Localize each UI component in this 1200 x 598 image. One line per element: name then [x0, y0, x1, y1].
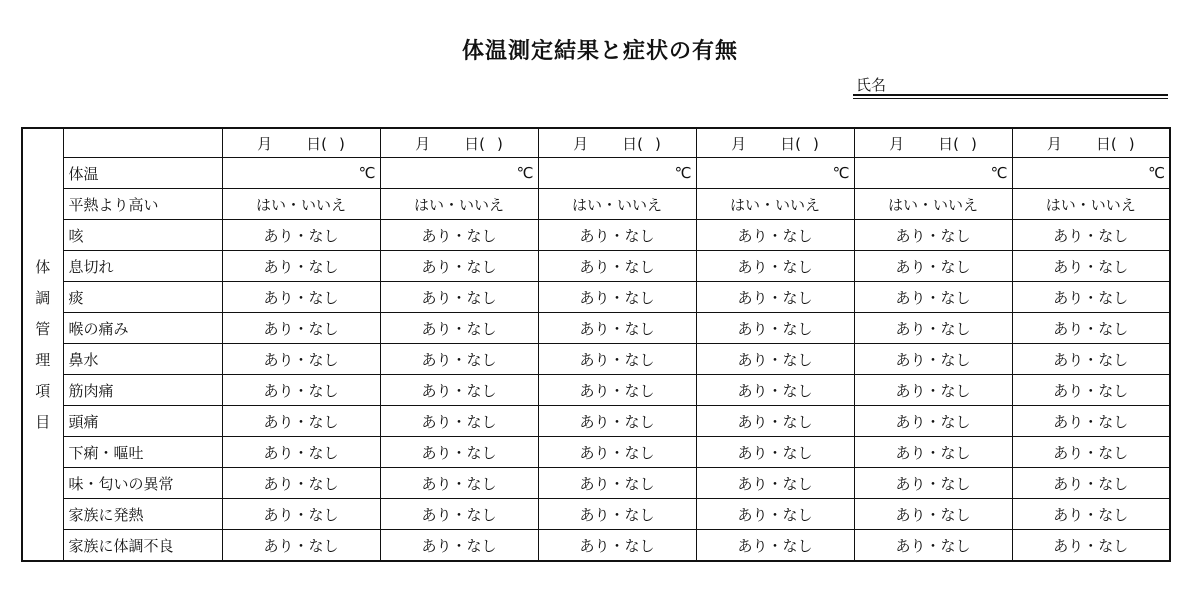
choice-cell[interactable]: あり・なし — [854, 530, 1012, 562]
choice-cell[interactable]: あり・なし — [380, 530, 538, 562]
side-category-char: 目 — [35, 412, 51, 431]
choice-cell[interactable]: あり・なし — [696, 468, 854, 499]
weekday-close-paren: ) — [497, 134, 503, 153]
date-header-cell[interactable] — [696, 128, 854, 158]
choice-cell[interactable]: あり・なし — [538, 499, 696, 530]
choice-cell[interactable]: あり・なし — [1012, 251, 1170, 282]
choice-cell[interactable]: あり・なし — [854, 344, 1012, 375]
side-category-char: 体 — [35, 257, 51, 276]
choice-cell[interactable]: あり・なし — [380, 313, 538, 344]
table-row — [22, 375, 1170, 406]
choice-cell[interactable]: あり・なし — [1012, 530, 1170, 562]
weekday-open-paren: ( — [1110, 134, 1117, 153]
side-category-char: 理 — [35, 350, 51, 369]
choice-cell[interactable]: あり・なし — [696, 344, 854, 375]
day-label: 日 — [306, 134, 322, 153]
choice-cell[interactable]: あり・なし — [1012, 468, 1170, 499]
choice-cell[interactable]: あり・なし — [380, 499, 538, 530]
choice-cell[interactable]: あり・なし — [854, 468, 1012, 499]
choice-cell[interactable]: あり・なし — [538, 375, 696, 406]
choice-cell[interactable]: あり・なし — [380, 251, 538, 282]
choice-cell[interactable]: あり・なし — [854, 251, 1012, 282]
side-category-label — [22, 128, 63, 561]
table-row — [22, 220, 1170, 251]
day-label: 日 — [622, 134, 638, 153]
temperature-entry-cell[interactable]: ℃ — [538, 158, 696, 189]
choice-cell[interactable]: あり・なし — [222, 437, 380, 468]
weekday-close-paren: ) — [655, 134, 661, 153]
table-row — [22, 313, 1170, 344]
row-label: 体温 — [63, 158, 222, 189]
temperature-entry-cell[interactable]: ℃ — [1012, 158, 1170, 189]
temperature-entry-cell[interactable]: ℃ — [854, 158, 1012, 189]
table-row — [22, 282, 1170, 313]
date-header-row — [22, 128, 1170, 158]
choice-cell[interactable]: あり・なし — [222, 375, 380, 406]
table-row — [22, 251, 1170, 282]
choice-cell[interactable]: あり・なし — [854, 406, 1012, 437]
choice-cell[interactable]: あり・なし — [538, 220, 696, 251]
table-row — [22, 530, 1170, 562]
day-label: 日 — [464, 134, 480, 153]
weekday-open-paren: ( — [637, 134, 644, 153]
row-label: 喉の痛み — [63, 313, 222, 344]
side-category-char: 調 — [35, 288, 51, 307]
month-label: 月 — [415, 134, 431, 153]
choice-cell[interactable]: あり・なし — [854, 313, 1012, 344]
row-label: 鼻水 — [63, 344, 222, 375]
choice-cell[interactable]: あり・なし — [538, 530, 696, 562]
choice-cell[interactable]: あり・なし — [1012, 499, 1170, 530]
choice-cell[interactable]: あり・なし — [854, 375, 1012, 406]
health-check-table — [21, 127, 1171, 562]
weekday-open-paren: ( — [321, 134, 328, 153]
choice-cell[interactable]: あり・なし — [538, 344, 696, 375]
choice-cell[interactable]: あり・なし — [380, 344, 538, 375]
choice-cell[interactable]: あり・なし — [1012, 282, 1170, 313]
choice-cell[interactable]: あり・なし — [538, 468, 696, 499]
weekday-close-paren: ) — [1128, 134, 1135, 153]
name-underline[interactable] — [853, 94, 1168, 96]
choice-cell[interactable]: あり・なし — [854, 437, 1012, 468]
choice-cell[interactable]: あり・なし — [222, 344, 380, 375]
temperature-entry-cell[interactable]: ℃ — [380, 158, 538, 189]
choice-cell[interactable]: あり・なし — [222, 220, 380, 251]
choice-cell[interactable]: はい・いいえ — [538, 189, 696, 220]
choice-cell[interactable]: あり・なし — [1012, 313, 1170, 344]
month-label: 月 — [889, 134, 905, 153]
choice-cell[interactable]: あり・なし — [696, 437, 854, 468]
date-header-cell[interactable] — [1012, 128, 1170, 158]
choice-cell[interactable]: あり・なし — [696, 251, 854, 282]
table-row — [22, 344, 1170, 375]
row-label: 下痢・嘔吐 — [63, 437, 222, 468]
name-label: 氏名 — [856, 76, 887, 94]
choice-cell[interactable]: あり・なし — [1012, 344, 1170, 375]
choice-cell[interactable]: あり・なし — [696, 220, 854, 251]
table-row — [22, 189, 1170, 220]
table-row — [22, 158, 1170, 189]
choice-cell[interactable]: あり・なし — [222, 313, 380, 344]
row-label: 家族に体調不良 — [63, 530, 222, 562]
choice-cell[interactable]: あり・なし — [222, 530, 380, 562]
choice-cell[interactable]: あり・なし — [696, 282, 854, 313]
choice-cell[interactable]: あり・なし — [538, 313, 696, 344]
temperature-entry-cell[interactable]: ℃ — [222, 158, 380, 189]
choice-cell[interactable]: あり・なし — [538, 251, 696, 282]
weekday-open-paren: ( — [479, 134, 486, 153]
choice-cell[interactable]: あり・なし — [380, 282, 538, 313]
date-header-cell[interactable] — [538, 128, 696, 158]
choice-cell[interactable]: あり・なし — [854, 220, 1012, 251]
month-label: 月 — [573, 134, 589, 153]
temperature-entry-cell[interactable]: ℃ — [696, 158, 854, 189]
weekday-open-paren: ( — [795, 134, 802, 153]
day-label: 日 — [780, 134, 796, 153]
row-label: 息切れ — [63, 251, 222, 282]
month-label: 月 — [257, 134, 273, 153]
choice-cell[interactable]: あり・なし — [854, 499, 1012, 530]
table-row — [22, 406, 1170, 437]
choice-cell[interactable]: あり・なし — [538, 282, 696, 313]
row-label: 痰 — [63, 282, 222, 313]
row-label: 平熱より高い — [63, 189, 222, 220]
day-label: 日 — [1095, 134, 1111, 153]
weekday-close-paren: ) — [813, 134, 819, 153]
choice-cell[interactable]: あり・なし — [380, 375, 538, 406]
row-label: 筋肉痛 — [63, 375, 222, 406]
choice-cell[interactable]: あり・なし — [222, 406, 380, 437]
choice-cell[interactable]: あり・なし — [222, 468, 380, 499]
header-blank-cell — [63, 128, 222, 158]
table-row — [22, 437, 1170, 468]
page-title: 体温測定結果と症状の有無 — [461, 39, 738, 64]
name-underline-double — [853, 98, 1168, 99]
date-header-cell[interactable] — [380, 128, 538, 158]
choice-cell[interactable]: あり・なし — [538, 437, 696, 468]
choice-cell[interactable]: あり・なし — [380, 468, 538, 499]
row-label: 頭痛 — [63, 406, 222, 437]
choice-cell[interactable]: あり・なし — [222, 282, 380, 313]
choice-cell[interactable]: あり・なし — [696, 313, 854, 344]
weekday-open-paren: ( — [953, 134, 960, 153]
choice-cell[interactable]: あり・なし — [696, 406, 854, 437]
row-label: 味・匂いの異常 — [63, 468, 222, 499]
side-category-char: 管 — [35, 319, 51, 338]
weekday-close-paren: ) — [339, 134, 345, 153]
choice-cell[interactable]: あり・なし — [1012, 375, 1170, 406]
choice-cell[interactable]: あり・なし — [1012, 406, 1170, 437]
choice-cell[interactable]: あり・なし — [380, 220, 538, 251]
choice-cell[interactable]: あり・なし — [854, 282, 1012, 313]
choice-cell[interactable]: あり・なし — [696, 530, 854, 562]
row-label: 咳 — [63, 220, 222, 251]
row-label: 家族に発熱 — [63, 499, 222, 530]
choice-cell[interactable]: はい・いいえ — [222, 189, 380, 220]
table-row — [22, 499, 1170, 530]
weekday-close-paren: ) — [971, 134, 977, 153]
day-label: 日 — [938, 134, 954, 153]
choice-cell[interactable]: あり・なし — [696, 499, 854, 530]
choice-cell[interactable]: はい・いいえ — [380, 189, 538, 220]
choice-cell[interactable]: はい・いいえ — [854, 189, 1012, 220]
choice-cell[interactable]: あり・なし — [696, 375, 854, 406]
choice-cell[interactable]: はい・いいえ — [696, 189, 854, 220]
side-category-char: 項 — [35, 381, 51, 400]
choice-cell[interactable]: はい・いいえ — [1012, 189, 1170, 220]
choice-cell[interactable]: あり・なし — [380, 437, 538, 468]
choice-cell[interactable]: あり・なし — [1012, 437, 1170, 468]
choice-cell[interactable]: あり・なし — [222, 499, 380, 530]
date-header-cell[interactable] — [854, 128, 1012, 158]
choice-cell[interactable]: あり・なし — [222, 251, 380, 282]
choice-cell[interactable]: あり・なし — [380, 406, 538, 437]
choice-cell[interactable]: あり・なし — [538, 406, 696, 437]
month-label: 月 — [1046, 134, 1062, 153]
date-header-cell[interactable] — [222, 128, 380, 158]
table-row — [22, 468, 1170, 499]
month-label: 月 — [731, 134, 747, 153]
choice-cell[interactable]: あり・なし — [1012, 220, 1170, 251]
